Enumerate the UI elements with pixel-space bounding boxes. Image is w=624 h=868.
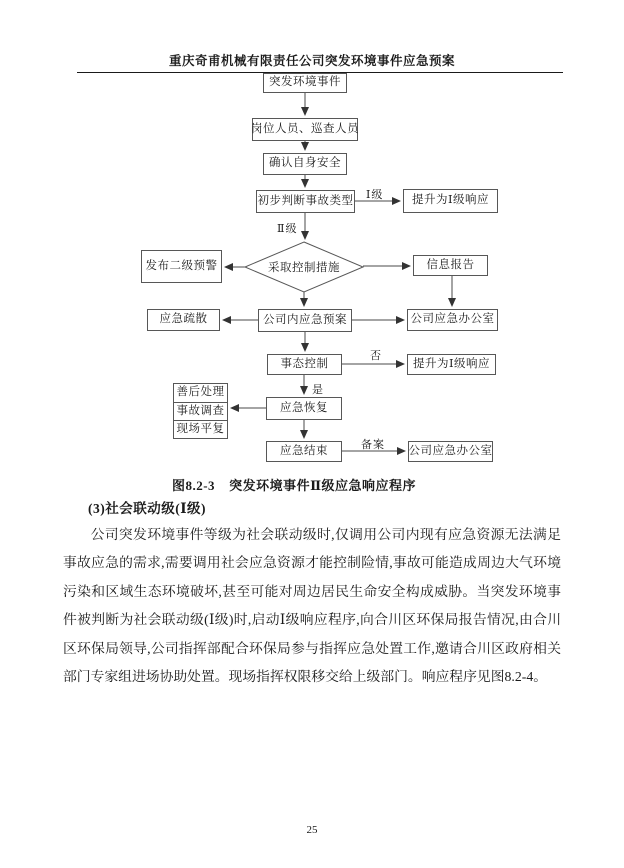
edge-label-level1: Ⅰ级 <box>366 189 384 201</box>
flowchart-node-personnel: 岗位人员、巡查人员 <box>252 118 358 141</box>
flowchart-node-office-mid: 公司应急办公室 <box>407 309 498 331</box>
edge-label-filing: 备案 <box>361 439 385 451</box>
flowchart-node-aftermath <box>173 383 228 439</box>
flowchart-node-situation-control: 事态控制 <box>267 354 342 375</box>
flowchart-node-issue-warning: 发布二级预警 <box>141 250 222 283</box>
flowchart-node-event: 突发环境事件 <box>263 73 347 93</box>
flowchart-node-control-measures: 采取控制措施 <box>268 262 340 274</box>
aftermath-row-1: 善后处理 <box>176 386 225 399</box>
body-paragraph: 公司突发环境事件等级为社会联动级时,仅调用公司内现有应急资源无法满足事故应急的需求,需要调用社会应急资源才能控制险情,事故可能造成周边大气环境污染和区域生态环境破坏,甚至可能对周边居民生命安全构成威胁。当突发环境事件被判断为社会联动级(Ⅰ级)时,启动Ⅰ级响应程序,向合川区环保局报告情况,由合川区环保局领导,公司指挥部配合环保局参与指挥应急处置工作,邀请合川区政府相关部门专家组进场协助处置。现场指挥权限移交给上级部门。响应程序见图8.2-4。 <box>63 527 561 685</box>
flowchart-node-confirm-safety: 确认自身安全 <box>263 153 347 175</box>
figure-number: 图8.2-3 <box>171 478 216 493</box>
edge-label-level2: Ⅱ级 <box>277 223 298 235</box>
flowchart-node-info-report: 信息报告 <box>413 255 488 276</box>
flowchart-node-finish: 应急结束 <box>266 441 342 462</box>
flowchart-node-recovery: 应急恢复 <box>266 397 342 420</box>
flowchart-node-upgrade-mid: 提升为Ⅰ级响应 <box>407 354 496 375</box>
flowchart-node-company-plan: 公司内应急预案 <box>258 309 352 332</box>
figure-title: 突发环境事件Ⅱ级应急响应程序 <box>229 478 417 493</box>
flowchart-node-judge-type: 初步判断事故类型 <box>256 190 355 213</box>
edge-label-no: 否 <box>370 350 382 362</box>
page-number: 25 <box>306 824 318 836</box>
header-title: 重庆奇甫机械有限责任公司突发环境事件应急预案 <box>168 54 455 68</box>
section-heading: (3)社会联动级(Ⅰ级) <box>88 501 207 516</box>
flowchart-node-evacuation: 应急疏散 <box>147 309 220 331</box>
flowchart-node-office-bottom: 公司应急办公室 <box>408 441 493 462</box>
aftermath-row-2: 事故调查 <box>174 402 227 420</box>
edge-label-yes: 是 <box>312 384 324 396</box>
aftermath-row-3: 现场平复 <box>174 420 227 438</box>
figure-caption <box>0 475 588 494</box>
flowchart-node-upgrade-top: 提升为Ⅰ级响应 <box>403 189 498 213</box>
